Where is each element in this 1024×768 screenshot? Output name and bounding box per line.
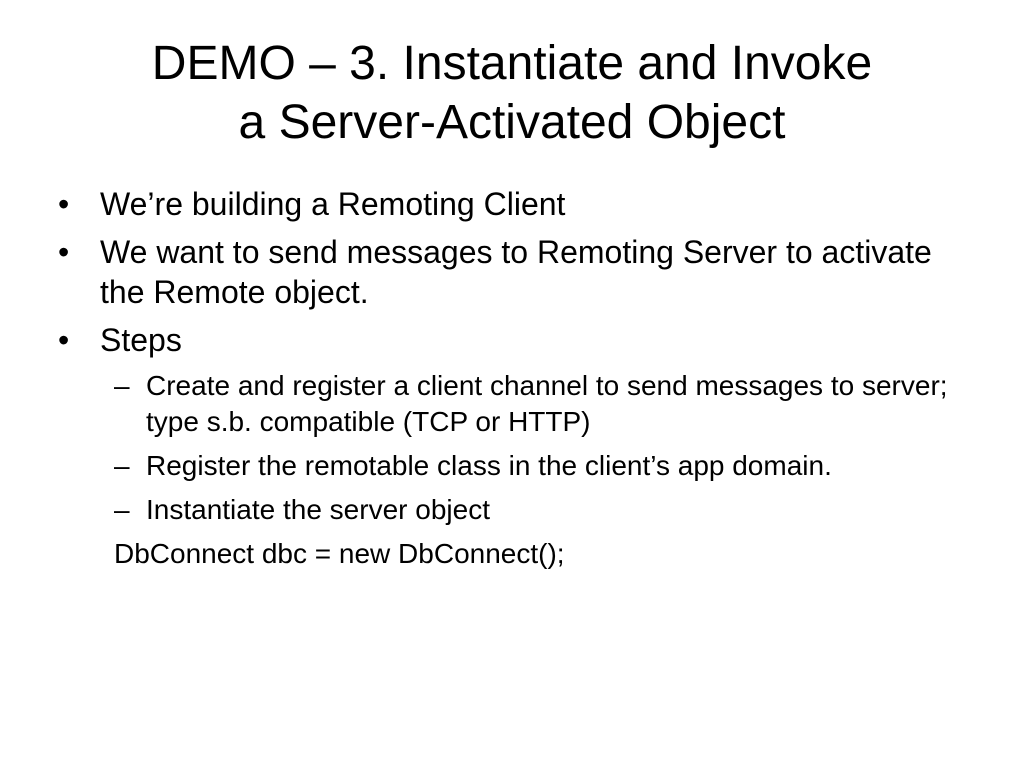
slide-body	[56, 184, 976, 572]
bullet-text: We want to send messages to Remoting Server to activate the Remote object.	[100, 234, 932, 310]
bullet-item	[56, 184, 976, 224]
slide-title-line-1: DEMO – 3. Instantiate and Invoke	[151, 37, 873, 90]
bullet-text: Steps	[100, 322, 182, 358]
bullet-text: We’re building a Remoting Client	[100, 186, 566, 222]
sub-bullet-item	[56, 368, 976, 440]
sub-bullet-item	[56, 492, 976, 528]
sub-bullet-marker: –	[114, 370, 130, 401]
slide-title-line-2: a Server-Activated Object	[238, 96, 786, 149]
bullet-marker: •	[58, 186, 70, 222]
code-line: DbConnect dbc = new DbConnect();	[114, 538, 565, 569]
sub-bullet-marker: –	[114, 494, 130, 525]
slide-title	[40, 34, 984, 152]
sub-bullet-text: Instantiate the server object	[146, 494, 490, 525]
bullet-item	[56, 232, 976, 312]
sub-bullet-text: Register the remotable class in the client’s app domain.	[146, 450, 832, 481]
sub-bullet-item	[56, 448, 976, 484]
sub-bullet-marker: –	[114, 450, 130, 481]
bullet-marker: •	[58, 322, 70, 358]
sub-bullet-text: Create and register a client channel to send messages to server; type s.b. compatible (TCP or HTTP)	[146, 370, 948, 437]
bullet-marker: •	[58, 234, 70, 270]
bullet-item	[56, 320, 976, 360]
